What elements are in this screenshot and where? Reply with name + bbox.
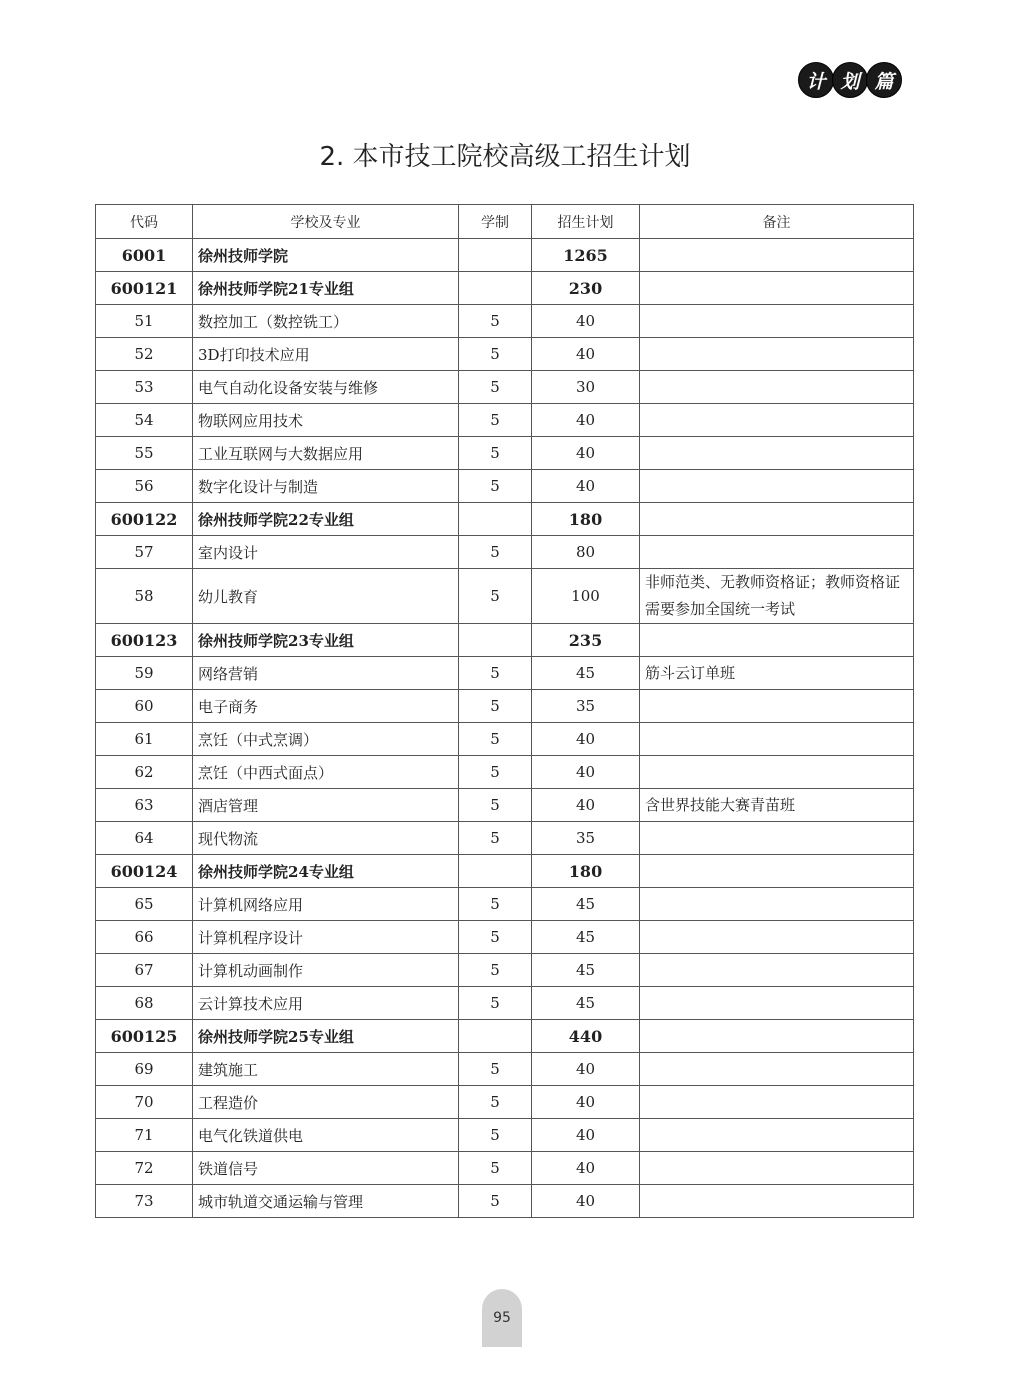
- table-row: [96, 657, 914, 690]
- table-row: [96, 921, 914, 954]
- cell-note: [640, 272, 914, 305]
- cell-plan: 440: [532, 1020, 640, 1053]
- cell-note: [640, 756, 914, 789]
- header-note: 备注: [640, 205, 914, 239]
- cell-note: [640, 1119, 914, 1152]
- cell-plan: 40: [532, 1185, 640, 1218]
- cell-code: 64: [96, 822, 193, 855]
- cell-note: [640, 954, 914, 987]
- cell-code: 71: [96, 1119, 193, 1152]
- cell-plan: 45: [532, 987, 640, 1020]
- table-body: [96, 239, 914, 1218]
- cell-name: 工程造价: [193, 1086, 459, 1119]
- cell-plan: 180: [532, 855, 640, 888]
- cell-note: [640, 404, 914, 437]
- cell-plan: 45: [532, 888, 640, 921]
- cell-code: 600122: [96, 503, 193, 536]
- cell-note: [640, 624, 914, 657]
- table-row: [96, 536, 914, 569]
- cell-code: 6001: [96, 239, 193, 272]
- cell-note: [640, 437, 914, 470]
- cell-name: 数控加工（数控铣工）: [193, 305, 459, 338]
- cell-note: [640, 1020, 914, 1053]
- cell-years: 5: [459, 569, 532, 624]
- cell-name: 徐州技师学院21专业组: [193, 272, 459, 305]
- enrollment-table: [95, 204, 914, 1218]
- cell-name: 建筑施工: [193, 1053, 459, 1086]
- cell-note: [640, 239, 914, 272]
- cell-years: [459, 624, 532, 657]
- cell-plan: 40: [532, 756, 640, 789]
- group-row: [96, 624, 914, 657]
- header-years: 学制: [459, 205, 532, 239]
- cell-note: [640, 723, 914, 756]
- enrollment-table-container: [95, 204, 914, 1218]
- cell-code: 63: [96, 789, 193, 822]
- cell-name: 电气自动化设备安装与维修: [193, 371, 459, 404]
- cell-plan: 35: [532, 690, 640, 723]
- cell-note: 含世界技能大赛青苗班: [640, 789, 914, 822]
- cell-plan: 40: [532, 305, 640, 338]
- cell-code: 69: [96, 1053, 193, 1086]
- group-row: [96, 272, 914, 305]
- cell-name: 3D打印技术应用: [193, 338, 459, 371]
- group-row: [96, 239, 914, 272]
- cell-name: 室内设计: [193, 536, 459, 569]
- cell-years: 5: [459, 371, 532, 404]
- group-row: [96, 855, 914, 888]
- cell-years: 5: [459, 723, 532, 756]
- cell-name: 云计算技术应用: [193, 987, 459, 1020]
- cell-code: 600124: [96, 855, 193, 888]
- cell-code: 55: [96, 437, 193, 470]
- page-title: 2. 本市技工院校高级工招生计划: [319, 142, 691, 172]
- table-row: [96, 338, 914, 371]
- cell-plan: 100: [532, 569, 640, 624]
- badge-char-3: 篇: [866, 62, 902, 98]
- cell-code: 73: [96, 1185, 193, 1218]
- cell-code: 600125: [96, 1020, 193, 1053]
- cell-code: 58: [96, 569, 193, 624]
- cell-code: 65: [96, 888, 193, 921]
- cell-name: 烹饪（中西式面点）: [193, 756, 459, 789]
- table-row: [96, 404, 914, 437]
- cell-years: 5: [459, 888, 532, 921]
- table-row: [96, 1086, 914, 1119]
- cell-years: 5: [459, 404, 532, 437]
- badge-char-1: 计: [798, 62, 834, 98]
- cell-years: 5: [459, 1053, 532, 1086]
- cell-note: 非师范类、无教师资格证；教师资格证需要参加全国统一考试: [640, 569, 914, 624]
- cell-note: [640, 888, 914, 921]
- cell-name: 数字化设计与制造: [193, 470, 459, 503]
- cell-code: 60: [96, 690, 193, 723]
- badge-char-2: 划: [832, 62, 868, 98]
- cell-name: 电子商务: [193, 690, 459, 723]
- cell-code: 56: [96, 470, 193, 503]
- cell-note: [640, 536, 914, 569]
- cell-code: 600123: [96, 624, 193, 657]
- table-row: [96, 723, 914, 756]
- page-number-tab: [482, 1289, 522, 1347]
- table-row: [96, 371, 914, 404]
- cell-name: 计算机网络应用: [193, 888, 459, 921]
- table-row: [96, 437, 914, 470]
- cell-years: 5: [459, 789, 532, 822]
- group-row: [96, 1020, 914, 1053]
- cell-years: 5: [459, 338, 532, 371]
- cell-years: [459, 503, 532, 536]
- cell-years: 5: [459, 305, 532, 338]
- table-row: [96, 1119, 914, 1152]
- cell-note: [640, 371, 914, 404]
- table-row: [96, 1185, 914, 1218]
- cell-name: 网络营销: [193, 657, 459, 690]
- cell-years: 5: [459, 987, 532, 1020]
- cell-years: 5: [459, 690, 532, 723]
- group-row: [96, 503, 914, 536]
- cell-code: 72: [96, 1152, 193, 1185]
- cell-plan: 180: [532, 503, 640, 536]
- section-badge: [798, 62, 900, 98]
- cell-note: [640, 503, 914, 536]
- cell-name: 物联网应用技术: [193, 404, 459, 437]
- header-name: 学校及专业: [193, 205, 459, 239]
- table-row: [96, 822, 914, 855]
- cell-note: [640, 1152, 914, 1185]
- table-row: [96, 1053, 914, 1086]
- cell-plan: 40: [532, 1119, 640, 1152]
- cell-note: [640, 338, 914, 371]
- cell-years: 5: [459, 437, 532, 470]
- cell-plan: 40: [532, 1053, 640, 1086]
- cell-plan: 230: [532, 272, 640, 305]
- cell-note: [640, 1185, 914, 1218]
- cell-name: 计算机动画制作: [193, 954, 459, 987]
- cell-years: 5: [459, 756, 532, 789]
- cell-years: [459, 272, 532, 305]
- cell-note: [640, 987, 914, 1020]
- cell-name: 电气化铁道供电: [193, 1119, 459, 1152]
- cell-plan: 40: [532, 437, 640, 470]
- cell-plan: 235: [532, 624, 640, 657]
- cell-code: 53: [96, 371, 193, 404]
- cell-name: 城市轨道交通运输与管理: [193, 1185, 459, 1218]
- cell-code: 57: [96, 536, 193, 569]
- cell-code: 62: [96, 756, 193, 789]
- cell-plan: 45: [532, 954, 640, 987]
- cell-code: 66: [96, 921, 193, 954]
- cell-code: 600121: [96, 272, 193, 305]
- cell-code: 51: [96, 305, 193, 338]
- cell-plan: 40: [532, 338, 640, 371]
- table-row: [96, 888, 914, 921]
- header-code: 代码: [96, 205, 193, 239]
- cell-plan: 45: [532, 657, 640, 690]
- table-row: [96, 789, 914, 822]
- cell-note: [640, 305, 914, 338]
- cell-plan: 35: [532, 822, 640, 855]
- cell-note: 筋斗云订单班: [640, 657, 914, 690]
- table-row: [96, 305, 914, 338]
- cell-note: [640, 1086, 914, 1119]
- cell-plan: 1265: [532, 239, 640, 272]
- cell-note: [640, 470, 914, 503]
- cell-plan: 40: [532, 470, 640, 503]
- cell-note: [640, 822, 914, 855]
- table-row: [96, 954, 914, 987]
- cell-name: 酒店管理: [193, 789, 459, 822]
- cell-plan: 40: [532, 1086, 640, 1119]
- cell-name: 现代物流: [193, 822, 459, 855]
- cell-plan: 40: [532, 1152, 640, 1185]
- cell-plan: 80: [532, 536, 640, 569]
- table-row: [96, 470, 914, 503]
- table-header-row: [96, 205, 914, 239]
- cell-code: 61: [96, 723, 193, 756]
- cell-name: 徐州技师学院24专业组: [193, 855, 459, 888]
- cell-name: 徐州技师学院: [193, 239, 459, 272]
- cell-years: 5: [459, 1152, 532, 1185]
- cell-code: 70: [96, 1086, 193, 1119]
- cell-years: 5: [459, 1119, 532, 1152]
- cell-name: 徐州技师学院22专业组: [193, 503, 459, 536]
- cell-years: 5: [459, 954, 532, 987]
- cell-plan: 40: [532, 789, 640, 822]
- cell-plan: 45: [532, 921, 640, 954]
- cell-code: 68: [96, 987, 193, 1020]
- cell-name: 烹饪（中式烹调）: [193, 723, 459, 756]
- cell-years: 5: [459, 1086, 532, 1119]
- cell-name: 工业互联网与大数据应用: [193, 437, 459, 470]
- cell-years: 5: [459, 921, 532, 954]
- cell-years: [459, 1020, 532, 1053]
- cell-name: 徐州技师学院25专业组: [193, 1020, 459, 1053]
- cell-years: [459, 855, 532, 888]
- cell-years: 5: [459, 822, 532, 855]
- cell-name: 徐州技师学院23专业组: [193, 624, 459, 657]
- table-row: [96, 987, 914, 1020]
- cell-name: 计算机程序设计: [193, 921, 459, 954]
- table-row: [96, 569, 914, 624]
- cell-note: [640, 1053, 914, 1086]
- table-row: [96, 690, 914, 723]
- cell-note: [640, 855, 914, 888]
- table-row: [96, 756, 914, 789]
- cell-name: 幼儿教育: [193, 569, 459, 624]
- cell-years: 5: [459, 1185, 532, 1218]
- cell-note: [640, 690, 914, 723]
- cell-code: 59: [96, 657, 193, 690]
- cell-code: 52: [96, 338, 193, 371]
- cell-years: 5: [459, 536, 532, 569]
- header-plan: 招生计划: [532, 205, 640, 239]
- cell-years: 5: [459, 657, 532, 690]
- cell-code: 54: [96, 404, 193, 437]
- cell-years: [459, 239, 532, 272]
- cell-name: 铁道信号: [193, 1152, 459, 1185]
- cell-code: 67: [96, 954, 193, 987]
- cell-plan: 40: [532, 404, 640, 437]
- table-row: [96, 1152, 914, 1185]
- cell-plan: 30: [532, 371, 640, 404]
- page-number: 95: [493, 1310, 511, 1326]
- cell-note: [640, 921, 914, 954]
- cell-years: 5: [459, 470, 532, 503]
- cell-plan: 40: [532, 723, 640, 756]
